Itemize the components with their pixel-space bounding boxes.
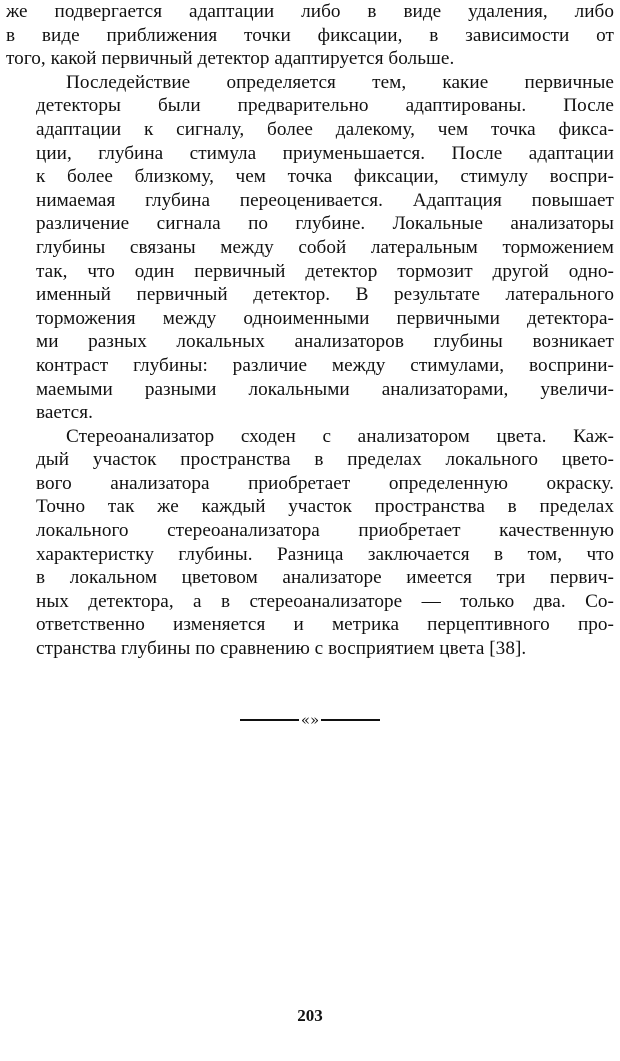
text-line: вается.	[36, 402, 93, 424]
section-divider	[240, 709, 380, 731]
text-line: ми разных локальных анализаторов глубины возникает	[36, 331, 614, 353]
divider-rule-right	[321, 719, 380, 721]
text-line: маемыми разными локальными анализаторами, увеличи-	[36, 378, 614, 400]
text-line: глубины связаны между собой латеральным торможением	[36, 236, 614, 258]
text-line: адаптации к сигналу, более далекому, чем точка фикса-	[36, 118, 614, 140]
text-line: к более близкому, чем точка фиксации, стимулу воспри-	[36, 166, 614, 188]
text-line: контраст глубины: различие между стимулами, восприни-	[36, 354, 614, 376]
paragraph	[6, 425, 614, 661]
text-line: того, какой первичный детектор адаптируется больше.	[6, 48, 455, 70]
text-line: ных детектора, а в стереоанализаторе — только два. Со-	[36, 590, 614, 612]
text-line: дый участок пространства в пределах локального цвето-	[36, 449, 614, 471]
text-line: Стереоанализатор сходен с анализатором цвета. Каж-	[66, 425, 614, 447]
text-line: в виде приближения точки фиксации, в зависимости от	[6, 24, 614, 46]
text-line: так, что один первичный детектор тормозит другой одно-	[36, 260, 614, 282]
text-line: в локальном цветовом анализаторе имеется три первич-	[36, 567, 614, 589]
text-line: вого анализатора приобретает определенную окраску.	[36, 472, 614, 494]
body-text	[6, 0, 614, 661]
text-line: Точно так же каждый участок пространства в пределах	[36, 496, 614, 518]
text-line: ции, глубина стимула приуменьшается. После адаптации	[36, 142, 614, 164]
divider-rule-left	[240, 719, 299, 721]
paragraph	[6, 0, 614, 71]
text-line: ответственно изменяется и метрика перцептивного про-	[36, 614, 614, 636]
divider-ornament: «»	[300, 711, 320, 729]
text-line: локального стереоанализатора приобретает качественную	[36, 520, 614, 542]
text-line: торможения между одноименными первичными детектора-	[36, 307, 614, 329]
text-line: характеристку глубины. Разница заключается в том, что	[36, 543, 614, 565]
text-line: различение сигнала по глубине. Локальные анализаторы	[36, 213, 614, 235]
text-line: именный первичный детектор. В результате латерального	[36, 284, 614, 306]
page-number: 203	[297, 1006, 323, 1025]
text-line: нимаемая глубина переоценивается. Адаптация повышает	[36, 189, 614, 211]
text-line: странства глубины по сравнению с восприятием цвета [38].	[36, 638, 527, 660]
text-line: детекторы были предварительно адаптированы. После	[36, 95, 614, 117]
text-line: Последействие определяется тем, какие первичные	[66, 71, 614, 93]
paragraph	[6, 71, 614, 425]
text-line: же подвергается адаптации либо в виде удаления, либо	[6, 1, 614, 22]
